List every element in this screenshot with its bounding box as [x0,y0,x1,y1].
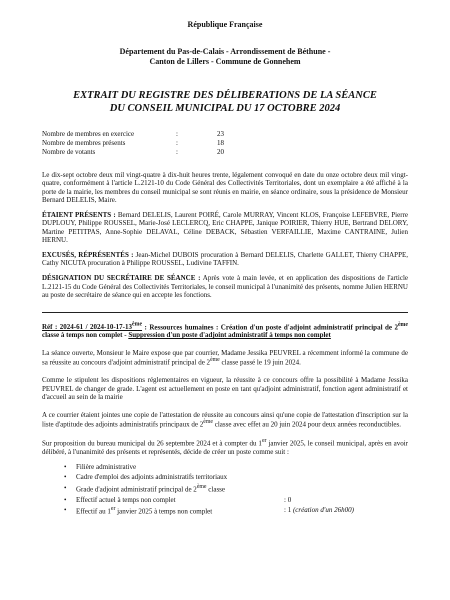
secretary-text: Après vote à main levée, et en application des dispositions de l'article L.2121-15 du Code Général des Collectivités Territoriales, le conseil municipal à l'unanimité des présents, nomme Julien HERNU au poste de secrétaire de séance qui en accepte les fonctions. [42,273,408,300]
reference-code-text: Réf : 2024-61 / 2024-10-17-13 [42,322,132,331]
count-label: Nombre de membres présents [42,139,126,148]
present-label: ÉTAIENT PRÉSENTS : [42,210,116,219]
body-paragraph-1 [42,349,408,367]
department-line-1: Département du Pas-de-Calais - Arrondissement de Béthune - [119,46,331,56]
title-line-1: EXTRAIT DU REGISTRE DES DÉLIBERATIONS DE LA SÉANCE [73,89,377,101]
list-item [76,483,408,495]
list-item-value: : 1 [284,506,292,515]
reference-colon: : [142,322,147,331]
list-item [76,495,408,506]
count-label: Nombre de membres en exercice [42,130,135,139]
count-value: 23 [217,130,224,139]
count-label: Nombre de votants [42,147,96,156]
present-paragraph [42,211,408,245]
list-item-text: Grade d'adjoint administratif principal de 2 [76,485,197,494]
department-line-2: Canton de Lillers - Commune de Gonnehem [149,57,301,67]
body-paragraph-3 [42,411,408,429]
body-paragraph-1-text: La séance ouverte, Monsieur le Maire expose que par courrier, Madame Jessika PEUVREL a récemment informé la commune de sa réussite au concours d'adjoint administratif principal de 2 [42,348,408,367]
member-counts [42,130,224,156]
secretary-label: DÉSIGNATION DU SECRÉTAIRE DE SÉANCE : [42,273,201,282]
body-paragraph-1-sup: ème [210,357,220,364]
intro-paragraph: Le dix-sept octobre deux mil vingt-quatre à dix-huit heures trente, légalement convoqué en date du onze octobre deux mil vingt-quatre, conformément à l'article L.2121-10 du Code Général des Collectivités Territoriales, dont un exemplaire a été affiché à la porte de la mairie, les membres du conseil municipal se sont réunis en mairie, en séance ordinaire, sous la présidence de Monsieur Bernard DELELIS, Maire. [42,170,408,205]
list-item-text-end: janvier 2025 à temps non complet [115,507,213,516]
count-value: 20 [217,147,224,156]
secretary-paragraph [42,274,408,300]
list-item-value-group [284,505,354,517]
list-item-sup: ème [196,483,207,490]
reference-title-suppression: Suppression d'un poste d'adjoint administratif à temps non complet [128,331,331,340]
list-item-text: Effectif au 1 [76,507,111,516]
body-paragraph-3-sup: ème [203,419,213,426]
list-item-sup: er [110,506,116,513]
list-item [76,505,408,517]
list-item-text-end: classe [206,485,225,494]
post-details-list [42,462,408,517]
count-row [42,130,224,139]
body-paragraph-3-end: classe avec effet au 20 juin 2024 pour deux années reconductibles. [212,420,402,429]
present-text: Bernard DELELIS, Laurent POIRÉ, Carole MURRAY, Vincent KLOS, Françoise LEFEBVRE, Pierre DUPLOUY, Philippe ROUSSEL, Marie-José LECLERCQ, Eric CHAPPE, Janique POIRIER, Thierry HUE, Bertrand DELORY, Martine PETITPAS, Anne-Sophie DELAVAL, Céline DEBACK, Sébastien VERFAILLIE, Maxime CANTRAINE, Julien HERNU. [42,210,409,245]
reference-title: Ressources humaines : Création d'un poste d'adjoint administratif principal de 2 [146,322,398,331]
body-paragraph-3-text: A ce courrier étaient jointes une copie de l'attestation de réussite au concours ainsi qu'une copie de l'attestation d'inscription sur la liste d'aptitude des adjoints administratifs principaux de 2 [42,410,408,429]
list-item [76,462,408,473]
count-sep: : [176,147,178,156]
list-item-value: : 0 [284,495,292,504]
body-paragraph-4-end: janvier 2025, le conseil municipal, après en avoir délibéré, à l'unanimité des présents et représentés, décide de créer un poste comme suit : [42,439,408,457]
republic-heading: République Française [187,20,263,29]
body-paragraph-4 [42,438,408,456]
list-item [76,472,408,483]
excused-paragraph [42,251,408,268]
count-row [42,139,224,148]
reference-title-sup: ème [397,321,408,328]
list-item-label [76,505,284,517]
document-title [42,89,408,116]
count-sep: : [176,139,178,148]
list-item-text: Cadre d'emploi des adjoints administratifs territoriaux [76,473,228,482]
excused-text: Jean-Michel DUBOIS procuration à Bernard DELELIS, Charlette GALLET, Thierry CHAPPE, Cathy NICUTA procuration à Philippe ROUSSEL, Ludivine TAFFIN. [42,250,408,268]
excused-label: EXCUSÉS, RÉPRÉSENTÉS : [42,250,134,259]
count-sep: : [176,130,178,139]
body-paragraph-2: Comme le stipulent les dispositions réglementaires en vigueur, la réussite à ce concours offre la possibilité à Madame Jessika PEUVREL de changer de grade. L'agent est actuellement en poste en tant qu'adjoint administratif, fonction agent administratif et d'accueil au sein de la mairie [42,376,408,402]
body-paragraph-4-sup: er [261,438,267,445]
count-value: 18 [217,139,224,148]
body-paragraph-4-text: Sur proposition du bureau municipal du 26 septembre 2024 et à compter du 1 [42,439,262,448]
reference-code-sup: ème [132,321,143,328]
reference-title-mid: classe à temps non complet - [42,331,129,340]
section-divider [42,312,408,313]
reference-heading [42,322,408,340]
body-paragraph-1-end: classe passé le 19 juin 2024. [219,358,301,367]
list-item-text: Filière administrative [76,462,137,471]
list-item-text: • Effectif actuel à temps non complet [76,495,176,504]
title-line-2: DU CONSEIL MUNICIPAL DU 17 OCTOBRE 2024 [109,102,341,114]
count-row [42,148,224,157]
list-item-note: (création d'un 26h00) [292,506,354,515]
reference-code [42,323,142,331]
